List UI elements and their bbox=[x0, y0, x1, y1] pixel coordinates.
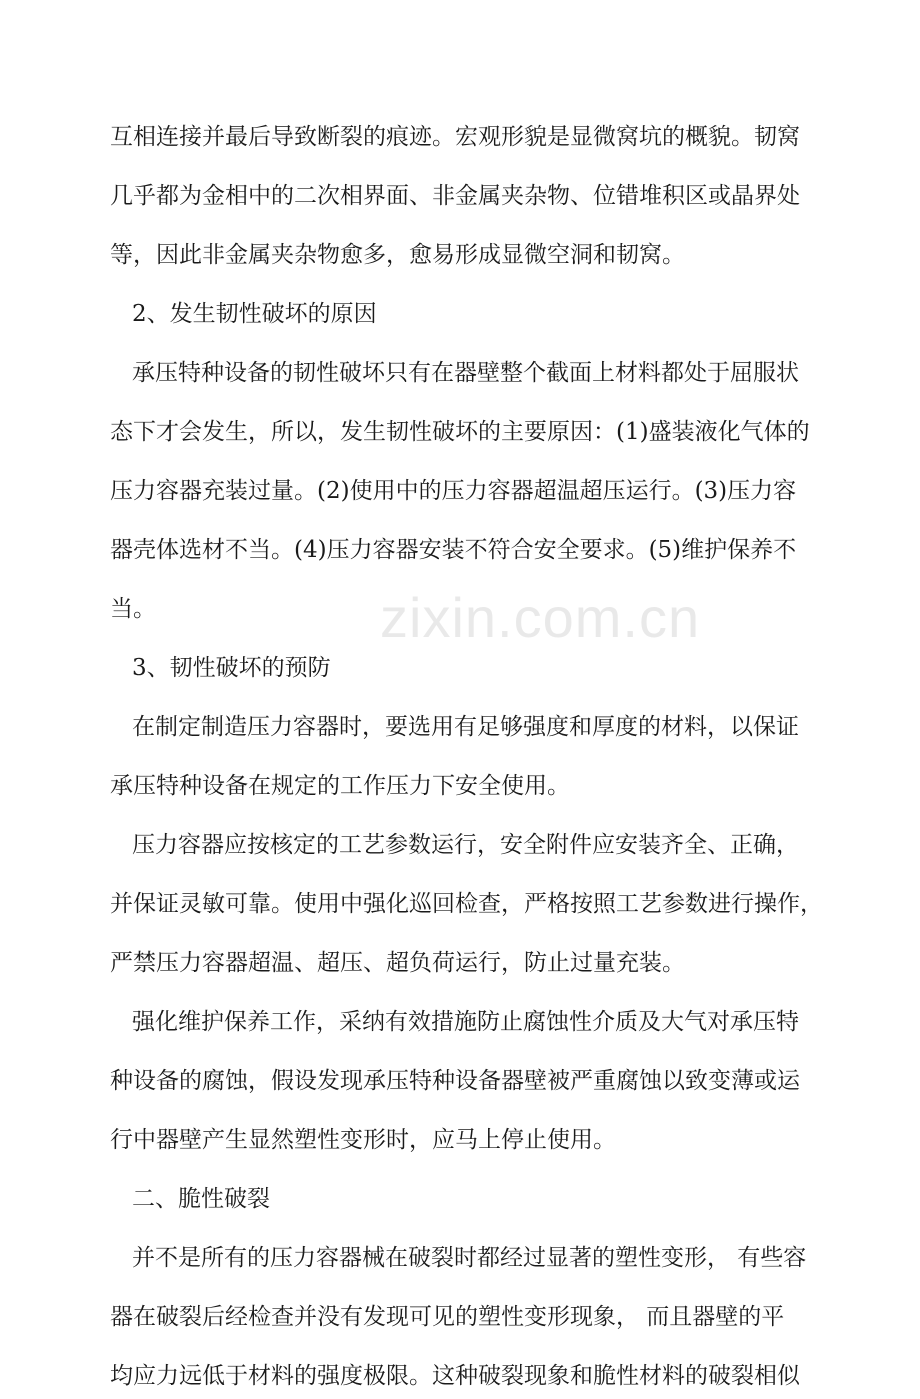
paragraph-line: 压力容器应按核定的工艺参数运行，安全附件应安装齐全、正确， bbox=[132, 832, 799, 858]
paragraph-line: 行中器壁产生显然塑性变形时，应马上停止使用。 bbox=[110, 1127, 616, 1153]
section-heading: 3、韧性破坏的预防 bbox=[132, 655, 331, 681]
paragraph-line: 压力容器充装过量。(2)使用中的压力容器超温超压运行。(3)压力容 bbox=[110, 478, 797, 504]
paragraph-line: 均应力远低于材料的强度极限。这种破裂现象和脆性材料的破裂相似 bbox=[110, 1363, 800, 1389]
paragraph-line: 并不是所有的压力容器械在破裂时都经过显著的塑性变形， 有些容 bbox=[132, 1245, 807, 1271]
paragraph-line: 器在破裂后经检查并没有发现可见的塑性变形现象， 而且器壁的平 bbox=[110, 1304, 785, 1330]
paragraph-line: 承压特种设备在规定的工作压力下安全使用。 bbox=[110, 773, 570, 799]
paragraph-line: 几乎都为金相中的二次相界面、非金属夹杂物、位错堆积区或晶界处 bbox=[110, 183, 800, 209]
paragraph-line: 强化维护保养工作，采纳有效措施防止腐蚀性介质及大气对承压特 bbox=[132, 1009, 799, 1035]
section-heading: 2、发生韧性破坏的原因 bbox=[132, 301, 377, 327]
paragraph-line: 等，因此非金属夹杂物愈多，愈易形成显微空洞和韧窝。 bbox=[110, 242, 685, 268]
watermark: zixin.com.cn bbox=[380, 586, 701, 649]
document-body bbox=[110, 115, 823, 1399]
paragraph-line: 当。 bbox=[110, 596, 156, 622]
paragraph-line: 承压特种设备的韧性破坏只有在器壁整个截面上材料都处于屈服状 bbox=[132, 360, 799, 386]
paragraph-line: 在制定制造压力容器时，要选用有足够强度和厚度的材料，以保证 bbox=[132, 714, 799, 740]
paragraph-line: 严禁压力容器超温、超压、超负荷运行，防止过量充装。 bbox=[110, 950, 685, 976]
paragraph-line: 并保证灵敏可靠。使用中强化巡回检查，严格按照工艺参数进行操作， bbox=[110, 891, 823, 917]
paragraph-line: 互相连接并最后导致断裂的痕迹。宏观形貌是显微窝坑的概貌。韧窝 bbox=[110, 124, 800, 150]
paragraph-line: 器壳体选材不当。(4)压力容器安装不符合安全要求。(5)维护保养不 bbox=[110, 537, 797, 563]
paragraph-line: 种设备的腐蚀，假设发现承压特种设备器壁被严重腐蚀以致变薄或运 bbox=[110, 1068, 800, 1094]
section-heading: 二、脆性破裂 bbox=[132, 1186, 270, 1212]
paragraph-line: 态下才会发生，所以，发生韧性破坏的主要原因：(1)盛装液化气体的 bbox=[110, 419, 810, 445]
